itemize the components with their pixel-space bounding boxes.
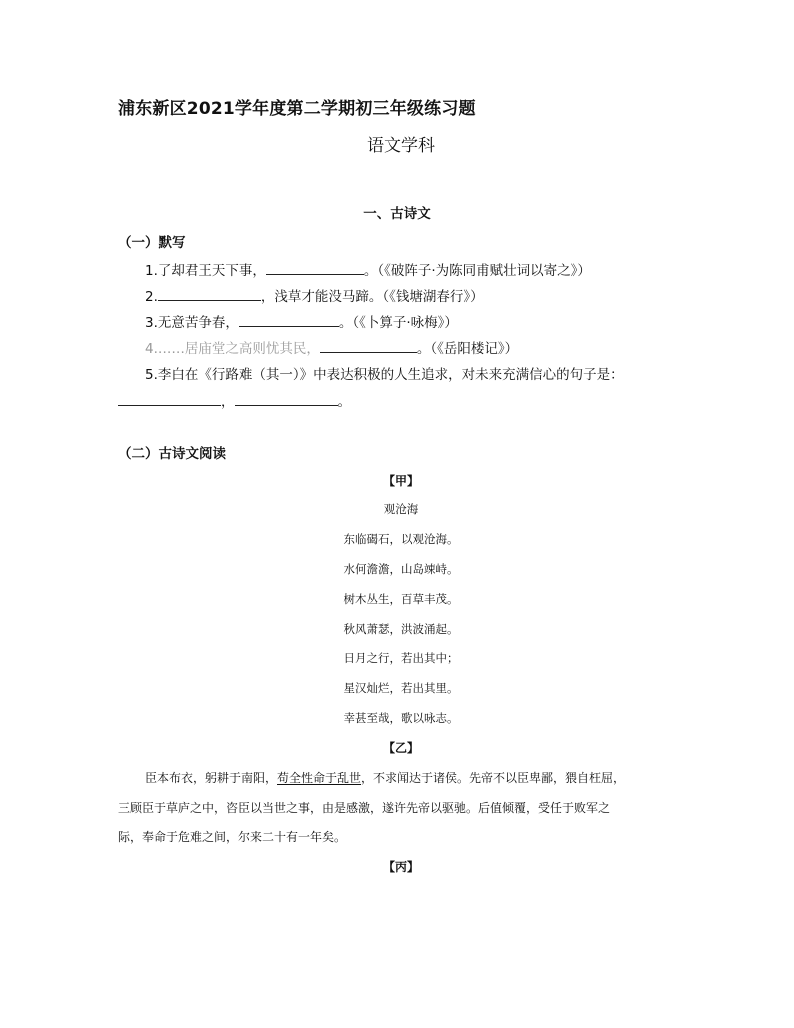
q1-blank[interactable] <box>266 262 364 275</box>
q2-suffix: ，浅草才能没马蹄。（《钱塘湖春行》） <box>260 289 484 305</box>
q3-suffix: 。（《卜算子·咏梅》） <box>338 315 458 331</box>
part1-heading: （一）默写 <box>118 235 186 251</box>
poem-line: 幸甚至哉，歌以咏志。 <box>343 711 459 725</box>
poem-line: 东临碣石，以观沧海。 <box>343 532 459 546</box>
question-4 <box>145 337 518 357</box>
q1-prefix: 1.了却君王天下事， <box>145 263 266 279</box>
yi-text: 臣本布衣，躬耕于南阳， <box>145 771 278 785</box>
passage-yi-label: 【乙】 <box>382 741 419 755</box>
passage-yi-line-1 <box>145 769 625 786</box>
q1-suffix: 。（《破阵子·为陈同甫赋壮词以寄之》） <box>363 263 591 279</box>
q4-prefix: 4.……居庙堂之高则忧其民， <box>145 341 320 357</box>
part2-heading: （二）古诗文阅读 <box>118 446 226 462</box>
question-5: 5.李白在《行路难（其一）》中表达积极的人生追求，对未来充满信心的句子是： <box>145 367 624 383</box>
question-3 <box>145 311 458 331</box>
poem-line: 日月之行，若出其中； <box>343 651 459 665</box>
question-5-answers <box>118 390 351 410</box>
q5-end: 。 <box>337 394 351 410</box>
poem-line: 树木丛生，百草丰茂。 <box>343 592 459 606</box>
passage-jia-label: 【甲】 <box>382 474 419 488</box>
poem-line: 水何澹澹，山岛竦峙。 <box>343 562 459 576</box>
document-title: 浦东新区2021学年度第二学期初三年级练习题 <box>118 99 476 119</box>
passage-yi-line-2: 三顾臣于草庐之中，咨臣以当世之事，由是感激，遂许先帝以驱驰。后值倾覆，受任于败军之 <box>118 801 611 815</box>
q4-blank[interactable] <box>320 340 417 353</box>
q3-prefix: 3.无意苦争春， <box>145 315 239 331</box>
passage-bing-label: 【丙】 <box>382 860 419 874</box>
poem-line: 秋风萧瑟，洪波涌起。 <box>343 622 459 636</box>
poem-title: 观沧海 <box>383 502 419 516</box>
q4-suffix: 。（《岳阳楼记》） <box>416 341 519 357</box>
passage-yi-line-3: 际，奉命于危难之间，尔来二十有一年矣。 <box>118 830 347 844</box>
poem-line: 星汉灿烂，若出其里。 <box>343 681 459 695</box>
q5-blank-1[interactable] <box>118 393 221 406</box>
yi-underlined-phrase: 苟全性命于乱世 <box>277 771 362 785</box>
q5-sep: ， <box>221 394 235 410</box>
yi-text: ，不求闻达于诸侯。先帝不以臣卑鄙，猥自枉屈， <box>361 771 626 785</box>
question-1 <box>145 259 591 279</box>
question-2 <box>145 285 484 305</box>
q5-blank-2[interactable] <box>235 393 338 406</box>
q2-prefix: 2. <box>145 289 158 305</box>
section-heading: 一、古诗文 <box>363 206 431 222</box>
q2-blank[interactable] <box>158 288 261 301</box>
q3-blank[interactable] <box>239 314 339 327</box>
subject-title: 语文学科 <box>367 136 435 156</box>
